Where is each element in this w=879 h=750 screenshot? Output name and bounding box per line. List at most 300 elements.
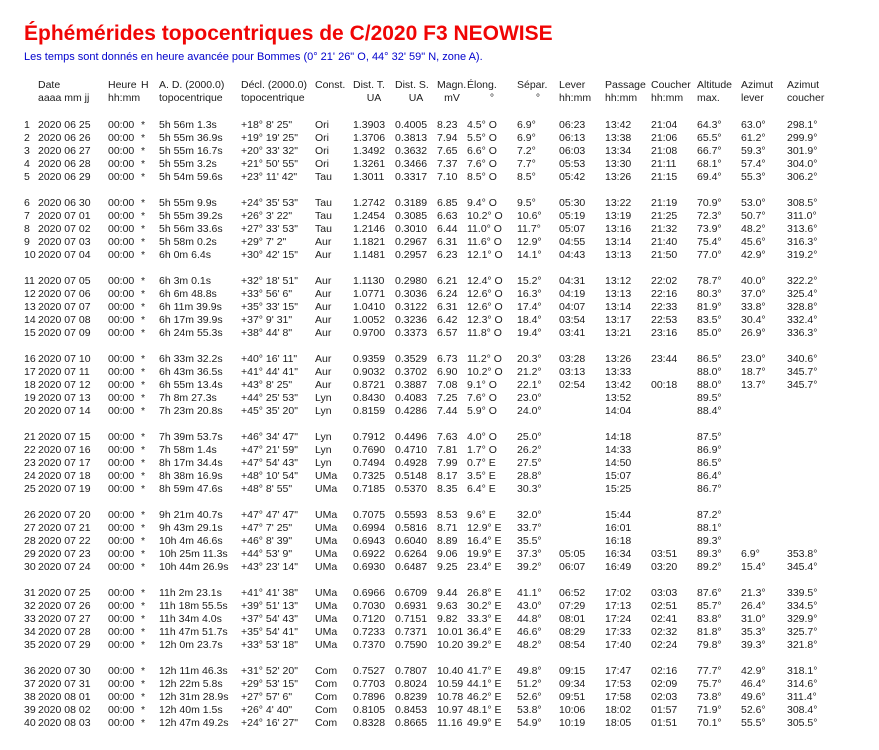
cell-distt: 0.6930 (353, 561, 386, 573)
cell-decl: +38° 44' 8" (241, 327, 293, 339)
cell-ad: 5h 55m 39.2s (159, 210, 223, 222)
cell-ad: 11h 47m 51.7s (159, 626, 228, 638)
cell-decl: +47° 7' 25" (241, 522, 293, 534)
cell-const: Aur (315, 353, 332, 365)
cell-heure: 00:00 (108, 132, 135, 144)
cell-elong: 23.4° E (467, 561, 502, 573)
cell-alt: 65.5° (697, 132, 722, 144)
cell-ad: 5h 55m 3.2s (159, 158, 217, 170)
cell-coucher: 22:16 (651, 288, 678, 300)
col-header-line2: hh:mm (605, 92, 638, 104)
cell-separ: 30.3° (517, 483, 542, 495)
table-row (24, 327, 845, 340)
cell-ad: 5h 55m 9.9s (159, 197, 217, 209)
cell-const: Tau (315, 223, 332, 235)
cell-dists: 0.8453 (395, 704, 428, 716)
cell-alt: 89.3° (697, 535, 722, 547)
cell-distt: 0.7370 (353, 639, 386, 651)
cell-passage: 14:50 (605, 457, 632, 469)
cell-ad: 8h 38m 16.9s (159, 470, 223, 482)
cell-date: 2020 07 11 (38, 366, 90, 378)
group-gap (24, 184, 845, 197)
cell-heure: 00:00 (108, 678, 135, 690)
cell-distt: 1.3706 (353, 132, 386, 144)
cell-separ: 16.3° (517, 288, 542, 300)
cell-const: UMa (315, 587, 338, 599)
cell-distt: 0.7494 (353, 457, 386, 469)
cell-dists: 0.3189 (395, 197, 428, 209)
table-row (24, 119, 845, 132)
cell-magn: 7.65 (437, 145, 458, 157)
cell-separ: 52.6° (517, 691, 542, 703)
col-header-line1: Coucher (651, 79, 691, 91)
cell-num: 20 (24, 405, 36, 417)
cell-azc: 301.9° (787, 145, 818, 157)
cell-azl: 26.4° (741, 600, 766, 612)
cell-separ: 48.2° (517, 639, 542, 651)
cell-separ: 35.5° (517, 535, 542, 547)
cell-decl: +47° 54' 43" (241, 457, 298, 469)
cell-dists: 0.3317 (395, 171, 428, 183)
cell-magn: 10.59 (437, 678, 464, 690)
cell-num: 38 (24, 691, 36, 703)
cell-azc: 345.4° (787, 561, 818, 573)
cell-magn: 7.94 (437, 132, 458, 144)
cell-coucher: 22:53 (651, 314, 678, 326)
col-header-line1: Const. (315, 79, 346, 91)
col-header-line1: Date (38, 79, 61, 91)
cell-dists: 0.4005 (395, 119, 428, 131)
cell-decl: +31° 52' 20" (241, 665, 298, 677)
cell-elong: 12.6° O (467, 288, 503, 300)
cell-h: * (141, 223, 146, 235)
cell-date: 2020 07 24 (38, 561, 91, 573)
col-header-line1: Décl. (2000.0) (241, 79, 307, 91)
table-row (24, 548, 845, 561)
cell-date: 2020 07 05 (38, 275, 91, 287)
cell-azl: 50.7° (741, 210, 766, 222)
cell-decl: +18° 8' 25" (241, 119, 293, 131)
cell-heure: 00:00 (108, 210, 135, 222)
cell-h: * (141, 444, 146, 456)
cell-magn: 7.81 (437, 444, 458, 456)
page-title: Éphémérides topocentriques de C/2020 F3 NEOWISE (24, 22, 553, 45)
cell-const: UMa (315, 613, 338, 625)
cell-azl: 53.0° (741, 197, 766, 209)
cell-alt: 69.4° (697, 171, 722, 183)
cell-const: Aur (315, 249, 332, 261)
cell-alt: 89.5° (697, 392, 722, 404)
cell-const: UMa (315, 639, 338, 651)
cell-azc: 328.8° (787, 301, 818, 313)
cell-dists: 0.3632 (395, 145, 428, 157)
cell-passage: 18:05 (605, 717, 632, 729)
cell-alt: 78.7° (697, 275, 722, 287)
cell-separ: 6.9° (517, 119, 536, 131)
cell-distt: 0.8430 (353, 392, 386, 404)
cell-ad: 5h 54m 59.6s (159, 171, 223, 183)
cell-coucher: 00:18 (651, 379, 678, 391)
cell-magn: 8.53 (437, 509, 458, 521)
cell-azl: 26.9° (741, 327, 766, 339)
cell-h: * (141, 119, 146, 131)
cell-elong: 12.3° O (467, 314, 503, 326)
cell-passage: 17:58 (605, 691, 632, 703)
col-header-azl (741, 79, 787, 106)
table-row (24, 197, 845, 210)
cell-ad: 6h 17m 39.9s (159, 314, 223, 326)
cell-separ: 43.0° (517, 600, 542, 612)
cell-alt: 70.1° (697, 717, 722, 729)
cell-dists: 0.7371 (395, 626, 428, 638)
cell-const: Com (315, 704, 338, 716)
cell-azl: 37.0° (741, 288, 766, 300)
cell-h: * (141, 470, 146, 482)
cell-elong: 0.7° E (467, 457, 496, 469)
cell-h: * (141, 561, 146, 573)
cell-const: UMa (315, 509, 338, 521)
cell-lever (559, 522, 605, 535)
cell-date: 2020 07 09 (38, 327, 91, 339)
cell-separ: 7.7° (517, 158, 536, 170)
cell-separ: 19.4° (517, 327, 542, 339)
cell-decl: +48° 10' 54" (241, 470, 298, 482)
cell-date: 2020 07 03 (38, 236, 91, 248)
col-header-distt (353, 79, 395, 106)
cell-heure: 00:00 (108, 431, 135, 443)
cell-passage: 13:14 (605, 301, 632, 313)
cell-decl: +48° 8' 55" (241, 483, 293, 495)
cell-date: 2020 07 04 (38, 249, 91, 261)
table-row (24, 145, 845, 158)
cell-heure: 00:00 (108, 444, 135, 456)
cell-distt: 0.7690 (353, 444, 386, 456)
cell-num: 17 (24, 366, 36, 378)
cell-separ: 27.5° (517, 457, 542, 469)
col-header-line2: topocentrique (241, 92, 305, 104)
cell-distt: 0.7030 (353, 600, 386, 612)
col-header-separ (517, 79, 559, 106)
cell-azl: 55.3° (741, 171, 766, 183)
cell-date: 2020 08 03 (38, 717, 91, 729)
cell-ad: 9h 43m 29.1s (159, 522, 223, 534)
cell-magn: 9.63 (437, 600, 458, 612)
col-header-coucher (651, 79, 697, 106)
cell-passage: 13:52 (605, 392, 632, 404)
cell-const: UMa (315, 535, 338, 547)
cell-num: 4 (24, 158, 30, 170)
col-header-line2: UA (366, 92, 382, 104)
cell-num: 29 (24, 548, 36, 560)
cell-num: 12 (24, 288, 36, 300)
cell-magn: 9.82 (437, 613, 458, 625)
col-header-alt (697, 79, 741, 106)
cell-h: * (141, 197, 146, 209)
cell-separ: 33.7° (517, 522, 542, 534)
table-row (24, 132, 845, 145)
cell-azl: 31.0° (741, 613, 766, 625)
cell-heure: 00:00 (108, 119, 135, 131)
cell-coucher: 03:51 (651, 548, 678, 560)
cell-alt: 81.8° (697, 626, 722, 638)
cell-magn: 9.44 (437, 587, 458, 599)
cell-lever (559, 405, 605, 418)
cell-dists: 0.2967 (395, 236, 428, 248)
cell-decl: +47° 47' 47" (241, 509, 298, 521)
cell-azc: 336.3° (787, 327, 818, 339)
cell-azc: 321.8° (787, 639, 818, 651)
table-row (24, 405, 845, 418)
col-header-const (315, 79, 353, 106)
cell-lever: 08:29 (559, 626, 586, 638)
table-row (24, 639, 845, 652)
cell-alt: 83.8° (697, 613, 722, 625)
cell-dists: 0.2980 (395, 275, 428, 287)
cell-heure: 00:00 (108, 392, 135, 404)
cell-azl: 33.8° (741, 301, 766, 313)
cell-coucher: 21:25 (651, 210, 678, 222)
cell-azl: 21.3° (741, 587, 766, 599)
cell-const: Com (315, 665, 338, 677)
cell-passage: 15:25 (605, 483, 632, 495)
cell-ad: 12h 22m 5.8s (159, 678, 223, 690)
cell-coucher: 02:09 (651, 678, 678, 690)
cell-distt: 1.1130 (353, 275, 385, 287)
cell-elong: 12.4° O (467, 275, 503, 287)
col-header-line2: ° (535, 92, 541, 104)
col-header-line2: UA (408, 92, 424, 104)
cell-num: 26 (24, 509, 36, 521)
cell-magn: 6.31 (437, 301, 458, 313)
cell-passage: 18:02 (605, 704, 632, 716)
cell-const: UMa (315, 626, 338, 638)
cell-azl: 23.0° (741, 353, 766, 365)
cell-ad: 10h 44m 26.9s (159, 561, 229, 573)
cell-separ: 14.1° (517, 249, 542, 261)
col-header-line2 (24, 79, 38, 92)
cell-lever: 04:43 (559, 249, 586, 261)
cell-azc: 325.4° (787, 288, 818, 300)
table-row (24, 431, 845, 444)
cell-coucher: 03:20 (651, 561, 678, 573)
cell-elong: 36.4° E (467, 626, 502, 638)
cell-num: 3 (24, 145, 30, 157)
cell-separ: 7.2° (517, 145, 536, 157)
cell-separ: 44.8° (517, 613, 542, 625)
cell-magn: 8.23 (437, 119, 458, 131)
cell-magn: 6.23 (437, 249, 458, 261)
cell-magn: 6.85 (437, 197, 458, 209)
cell-const: UMa (315, 561, 338, 573)
cell-num: 14 (24, 314, 36, 326)
cell-date: 2020 07 21 (38, 522, 91, 534)
cell-coucher (651, 431, 697, 444)
cell-decl: +21° 50' 55" (241, 158, 298, 170)
cell-date: 2020 07 17 (38, 457, 91, 469)
cell-distt: 1.3492 (353, 145, 386, 157)
cell-separ: 10.6° (517, 210, 542, 222)
table-row (24, 288, 845, 301)
cell-separ: 49.8° (517, 665, 542, 677)
cell-decl: +33° 56' 6" (241, 288, 293, 300)
cell-lever: 06:07 (559, 561, 586, 573)
cell-coucher: 21:40 (651, 236, 678, 248)
cell-magn: 7.08 (437, 379, 458, 391)
cell-separ: 39.2° (517, 561, 542, 573)
cell-coucher (651, 366, 697, 379)
cell-lever: 04:07 (559, 301, 586, 313)
cell-ad: 8h 59m 47.6s (159, 483, 223, 495)
cell-alt: 66.7° (697, 145, 722, 157)
cell-heure: 00:00 (108, 483, 135, 495)
cell-separ: 21.2° (517, 366, 542, 378)
cell-heure: 00:00 (108, 145, 135, 157)
cell-dists: 0.3010 (395, 223, 428, 235)
cell-date: 2020 07 15 (38, 431, 91, 443)
cell-const: Lyn (315, 392, 332, 404)
cell-azl: 52.6° (741, 704, 766, 716)
cell-magn: 8.71 (437, 522, 458, 534)
cell-lever: 09:51 (559, 691, 586, 703)
cell-coucher (651, 535, 697, 548)
cell-azc: 305.5° (787, 717, 818, 729)
cell-azc: 306.2° (787, 171, 818, 183)
cell-lever: 09:34 (559, 678, 586, 690)
cell-h: * (141, 548, 146, 560)
cell-lever: 09:15 (559, 665, 586, 677)
cell-alt: 72.3° (697, 210, 722, 222)
cell-separ: 54.9° (517, 717, 542, 729)
cell-h: * (141, 171, 146, 183)
cell-coucher: 21:19 (651, 197, 678, 209)
table-row (24, 678, 845, 691)
cell-heure: 00:00 (108, 249, 135, 261)
cell-h: * (141, 431, 146, 443)
cell-dists: 0.8239 (395, 691, 428, 703)
cell-distt: 0.7896 (353, 691, 386, 703)
cell-lever: 04:55 (559, 236, 586, 248)
cell-azc (787, 470, 845, 483)
cell-distt: 1.1821 (353, 236, 386, 248)
cell-separ: 8.5° (517, 171, 536, 183)
cell-elong: 44.1° E (467, 678, 502, 690)
cell-magn: 10.01 (437, 626, 464, 638)
cell-date: 2020 08 02 (38, 704, 91, 716)
cell-coucher: 03:03 (651, 587, 678, 599)
cell-elong: 12.1° O (467, 249, 503, 261)
cell-distt: 0.7075 (353, 509, 386, 521)
cell-azc: 318.1° (787, 665, 818, 677)
cell-decl: +43° 23' 14" (241, 561, 298, 573)
cell-decl: +44° 53' 9" (241, 548, 293, 560)
cell-magn: 11.16 (437, 717, 463, 729)
cell-distt: 1.0771 (353, 288, 386, 300)
cell-const: UMa (315, 483, 338, 495)
cell-azc: 311.4° (787, 691, 817, 703)
cell-coucher: 21:32 (651, 223, 678, 235)
group-gap-cell (24, 418, 845, 431)
cell-heure: 00:00 (108, 691, 135, 703)
cell-const: Lyn (315, 444, 332, 456)
cell-num: 7 (24, 210, 30, 222)
cell-elong: 48.1° E (467, 704, 502, 716)
cell-decl: +45° 35' 20" (241, 405, 298, 417)
cell-passage: 13:30 (605, 158, 632, 170)
cell-distt: 0.6994 (353, 522, 386, 534)
table-row (24, 314, 845, 327)
cell-passage: 17:13 (605, 600, 632, 612)
cell-ad: 6h 0m 6.4s (159, 249, 211, 261)
cell-azc (787, 457, 845, 470)
cell-elong: 7.6° O (467, 392, 497, 404)
cell-azc (787, 509, 845, 522)
cell-separ: 17.4° (517, 301, 542, 313)
cell-heure: 00:00 (108, 158, 135, 170)
cell-azc (787, 444, 845, 457)
cell-ad: 5h 55m 16.7s (159, 145, 223, 157)
col-header-azc (787, 79, 845, 106)
cell-azl: 13.7° (741, 379, 766, 391)
cell-alt: 87.6° (697, 587, 722, 599)
cell-const: Tau (315, 171, 332, 183)
cell-heure: 00:00 (108, 665, 135, 677)
cell-num: 9 (24, 236, 30, 248)
cell-alt: 85.0° (697, 327, 722, 339)
col-header-line2: hh:mm (651, 92, 684, 104)
cell-num: 15 (24, 327, 36, 339)
table-row (24, 353, 845, 366)
cell-decl: +39° 51' 13" (241, 600, 298, 612)
cell-alt: 86.7° (697, 483, 722, 495)
cell-heure: 00:00 (108, 626, 135, 638)
cell-const: Aur (315, 379, 332, 391)
cell-h: * (141, 210, 146, 222)
cell-azl (741, 405, 787, 418)
cell-magn: 7.99 (437, 457, 458, 469)
cell-magn: 7.10 (437, 171, 458, 183)
cell-passage: 13:17 (605, 314, 632, 326)
cell-alt: 86.9° (697, 444, 722, 456)
page-subtitle: Les temps sont donnés en heure avancée pour Bommes (0° 21' 26" O, 44° 32' 59" N, zone A). (24, 51, 483, 63)
cell-num: 13 (24, 301, 36, 313)
cell-magn: 6.24 (437, 288, 458, 300)
cell-elong: 1.7° O (467, 444, 497, 456)
col-header-line1: Magn. (437, 79, 467, 91)
cell-coucher: 21:11 (651, 158, 677, 170)
col-header-line1: Dist. T. (353, 79, 385, 91)
cell-ad: 7h 58m 1.4s (159, 444, 217, 456)
cell-num: 2 (24, 132, 30, 144)
cell-heure: 00:00 (108, 314, 135, 326)
cell-coucher: 02:03 (651, 691, 678, 703)
cell-alt: 80.3° (697, 288, 722, 300)
cell-dists: 0.8024 (395, 678, 428, 690)
table-row (24, 717, 845, 730)
cell-date: 2020 07 12 (38, 379, 91, 391)
cell-lever: 06:52 (559, 587, 586, 599)
cell-h: * (141, 509, 146, 521)
cell-date: 2020 07 23 (38, 548, 91, 560)
cell-elong: 9.1° O (467, 379, 497, 391)
col-header-elong (467, 79, 517, 106)
col-header-line2: max. (697, 92, 720, 104)
cell-const: Ori (315, 119, 329, 131)
cell-num: 6 (24, 197, 30, 209)
cell-separ: 6.9° (517, 132, 536, 144)
table-header (24, 79, 845, 106)
table-row (24, 626, 845, 639)
cell-heure: 00:00 (108, 548, 135, 560)
